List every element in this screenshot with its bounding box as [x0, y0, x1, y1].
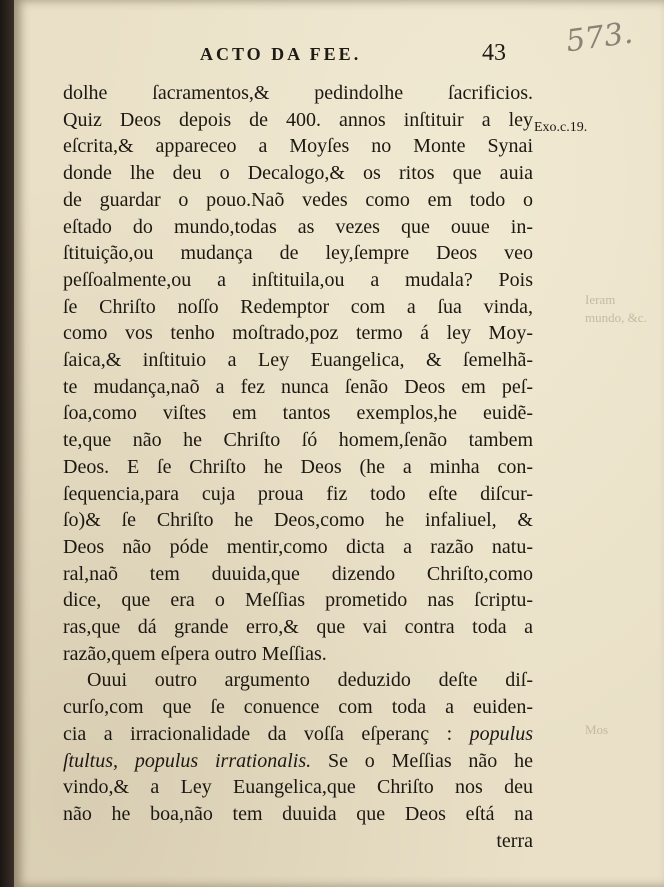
text-line: dolhe ſacramentos,& pedindolhe ſacrificios.	[63, 82, 533, 104]
text-line: ſe Chriſto noſſo Redemptor com a ſua vinda,	[63, 295, 533, 318]
running-title: ACTO DA FEE.	[200, 44, 362, 64]
text-line: Ouui outro argumento deduzido deſte diſ-	[87, 669, 533, 692]
text-line: dice, que era o Meſſias prometido nas ſcriptu-	[63, 589, 533, 612]
page-number: 43	[482, 40, 506, 66]
text-line: Deos. E ſe Chriſto he Deos (he a minha con-	[63, 455, 533, 478]
text-line: Quiz Deos depois de 400. annos inſtituir a ley	[63, 108, 533, 131]
text-line: curſo,com que ſe conuence com toda a euiden-	[63, 696, 533, 719]
text-line: donde lhe deu o Decalogo,& os ritos que auia	[63, 162, 533, 185]
text-line	[63, 748, 533, 775]
text-line: de guardar o pouo.Naõ vedes como em todo o	[63, 188, 533, 211]
text-line: ral,naõ tem duuida,que dizendo Chriſto,como	[63, 562, 533, 585]
text-line: ras,que dá grande erro,& que vai contra toda a	[63, 616, 533, 639]
text-line: te mudança,naõ a fez nunca ſenão Deos em peſ-	[63, 375, 533, 398]
handwritten-folio-number: 573.	[563, 15, 635, 60]
text-line: razão,quem eſpera outro Meſſias.	[63, 642, 327, 665]
catchword: terra	[496, 829, 533, 852]
latin-quotation: ſtultus, populus irrationalis.	[63, 749, 312, 772]
text-line: ſaica,& inſtituio a Ley Euangelica, & ſemelhã-	[63, 349, 533, 372]
text-line: como vos tenho moſtrado,poz termo á ley Moy-	[63, 322, 533, 345]
text-line: peſſoalmente,ou a inſtituila,ou a mudala? Pois	[63, 268, 533, 291]
text-line: vindo,& a Ley Euangelica,que Chriſto nos deu	[63, 776, 533, 799]
text-line: eſtado do mundo,todas as vezes que ouue in-	[63, 215, 533, 238]
book-spine	[0, 0, 14, 887]
text-line: Deos não póde mentir,como dicta a razão natu-	[63, 535, 533, 558]
bleed-through-text: mundo, &c.	[585, 310, 647, 325]
text-line: não he boa,não tem duuida que Deos eſtá na	[63, 802, 533, 825]
latin-quotation: populus	[469, 722, 533, 745]
text-line: te,que não he Chriſto ſó homem,ſenão tambem	[63, 429, 533, 452]
marginal-reference: Exo.c.19.	[534, 120, 588, 135]
bleed-through-text: Ieram	[585, 292, 616, 307]
text-line: ſtituição,ou mudança de ley,ſempre Deos veo	[63, 242, 533, 265]
body-text	[63, 80, 533, 854]
text-line	[63, 721, 533, 748]
text-line: ſo)& ſe Chriſto he Deos,como he infaliuel, &	[63, 509, 533, 532]
text-line: ſoa,como viſtes em tantos exemplos,he euidẽ-	[63, 402, 533, 425]
text-segment: cia a irracionalidade da voſſa eſperanç :	[63, 722, 453, 745]
bleed-through-text: Mos	[585, 722, 609, 737]
text-line: eſcrita,& appareceo a Moyſes no Monte Synai	[63, 135, 533, 158]
text-line: ſequencia,para cuja proua fiz todo eſte diſcur-	[63, 482, 533, 505]
text-segment: Se o Meſſias não he	[327, 749, 534, 772]
